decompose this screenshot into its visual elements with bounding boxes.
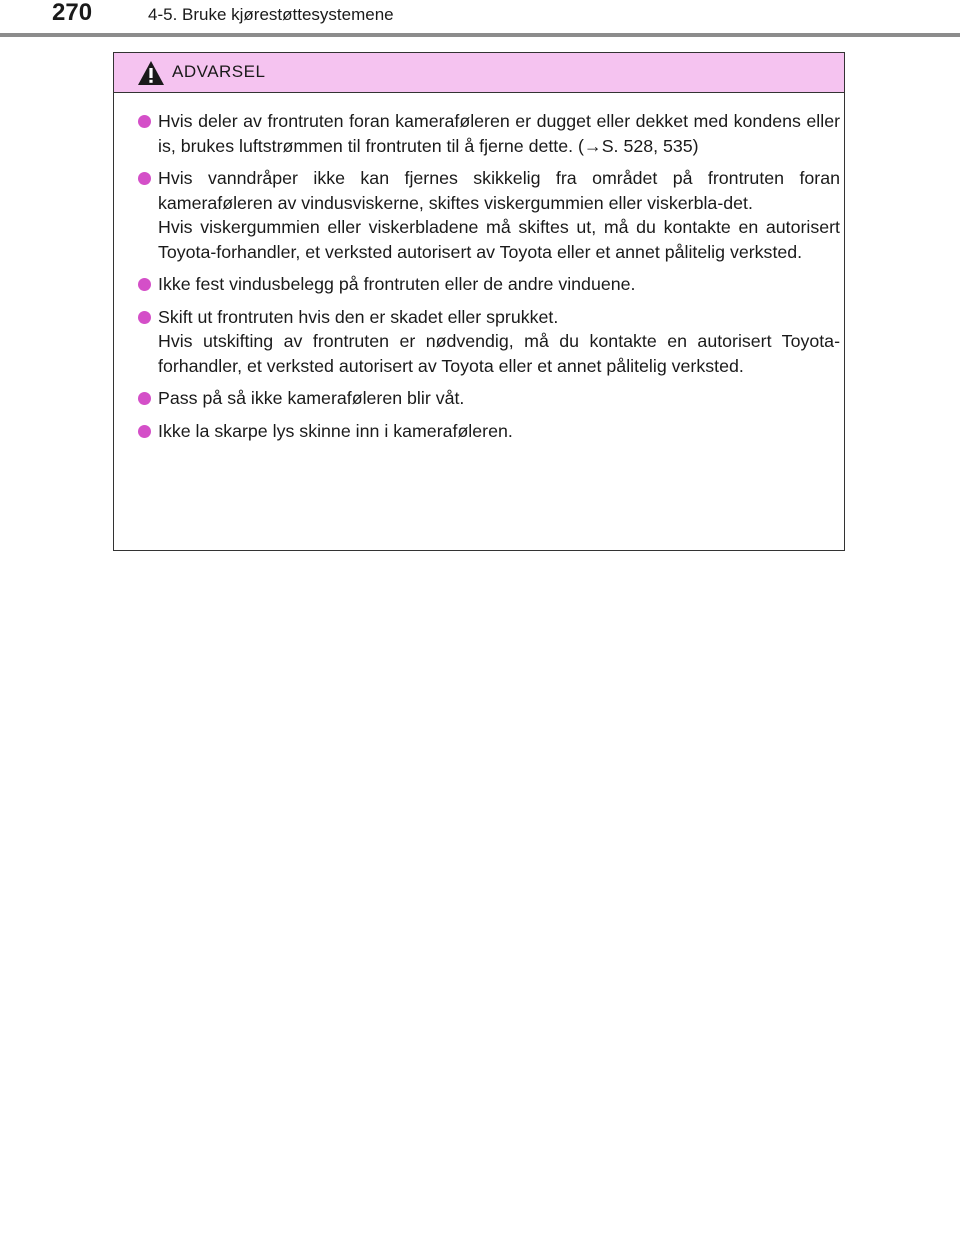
warning-text: Hvis vanndråper ikke kan fjernes skikkelig fra området på frontruten foran kameraføleren av vindusviskerne, skiftes viskergummien eller viskerbla-det. bbox=[158, 168, 840, 213]
page-number: 270 bbox=[52, 0, 93, 26]
bullet-icon bbox=[138, 311, 151, 324]
warning-text: Hvis utskifting av frontruten er nødvendig, må du kontakte en autorisert Toyota-forhandler, et verksted autorisert av Toyota eller et annet pålitelig verksted. bbox=[158, 331, 840, 376]
warning-text: Ikke fest vindusbelegg på frontruten eller de andre vinduene. bbox=[158, 274, 636, 294]
warning-item bbox=[136, 386, 840, 411]
warning-text: Hvis deler av frontruten foran kameraføleren er dugget eller dekket med kondens eller is, brukes luftstrømmen til frontruten til å fjerne dette. (→S. 528, 535) bbox=[158, 111, 840, 156]
warning-header bbox=[114, 53, 844, 93]
bullet-icon bbox=[138, 278, 151, 291]
bullet-icon bbox=[138, 392, 151, 405]
bullet-icon bbox=[138, 172, 151, 185]
bullet-icon bbox=[138, 115, 151, 128]
warning-item bbox=[136, 109, 840, 158]
page-header bbox=[0, 0, 960, 36]
warning-text: Ikke la skarpe lys skinne inn i kameraføleren. bbox=[158, 420, 513, 441]
section-title: 4-5. Bruke kjørestøttesystemene bbox=[148, 5, 394, 24]
warning-label: ADVARSEL bbox=[172, 62, 266, 81]
warning-item bbox=[136, 305, 840, 379]
warning-triangle-icon bbox=[137, 60, 165, 86]
warning-text: Pass på så ikke kameraføleren blir våt. bbox=[158, 388, 465, 408]
warning-text: Skift ut frontruten hvis den er skadet eller sprukket. bbox=[158, 306, 559, 327]
header-rule bbox=[0, 33, 960, 37]
bullet-icon bbox=[138, 425, 151, 438]
warning-box bbox=[113, 52, 845, 551]
warning-item bbox=[136, 272, 840, 297]
warning-item bbox=[136, 166, 840, 264]
warning-text: Hvis viskergummien eller viskerbladene må skiftes ut, må du kontakte en autorisert Toyota-forhandler, et verksted autorisert av Toyota eller et annet pålitelig verksted. bbox=[158, 217, 840, 262]
warning-item bbox=[136, 419, 840, 444]
warning-list bbox=[136, 109, 840, 451]
